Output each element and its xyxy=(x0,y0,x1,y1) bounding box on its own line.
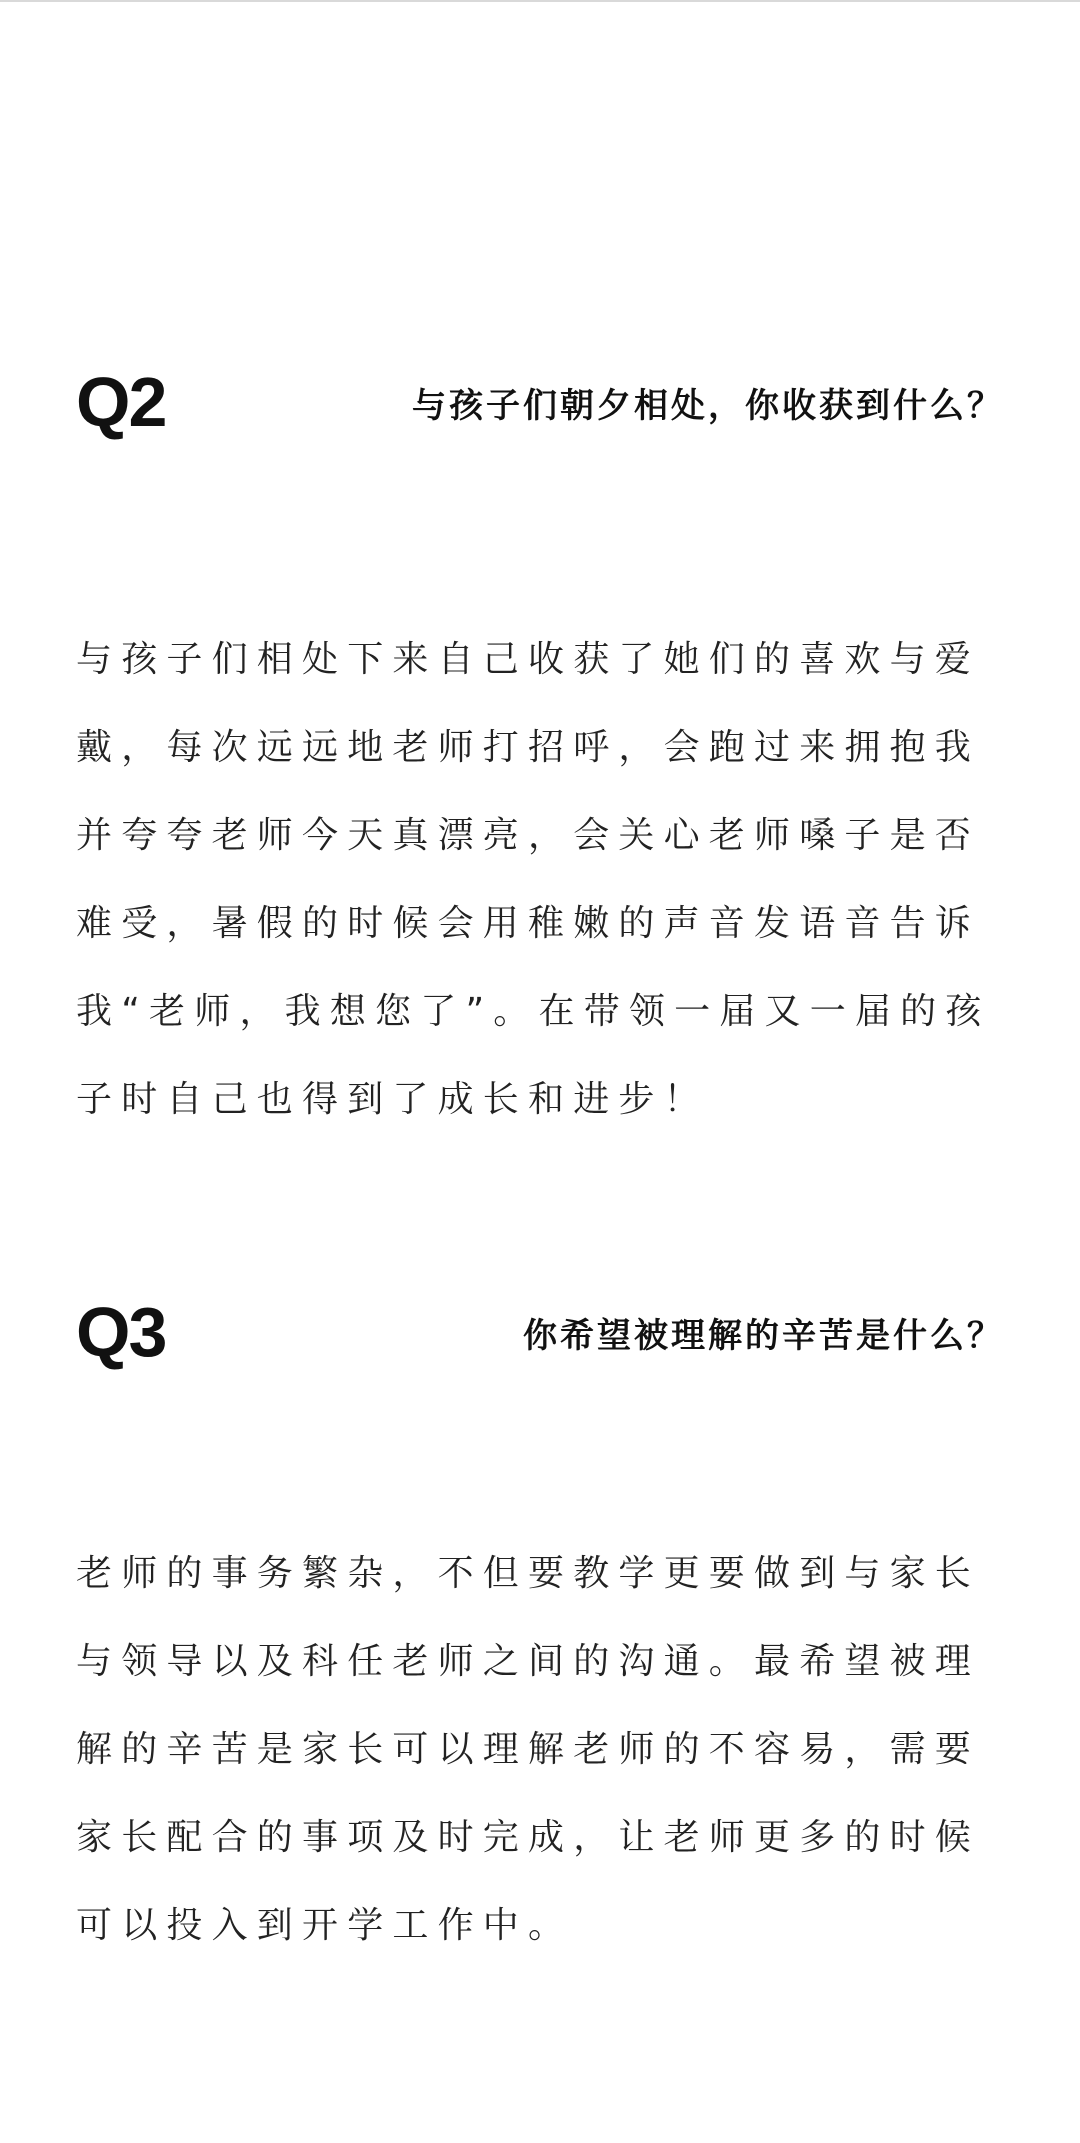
top-divider xyxy=(0,0,1080,2)
q3-question: 你希望被理解的辛苦是什么？ xyxy=(523,1316,1004,1356)
q3-answer: 老师的事务繁杂，不但要教学更要做到与家长与领导以及科任老师之间的沟通。最希望被理解的辛苦是家长可以理解老师的不容易，需要家长配合的事项及时完成，让老师更多的时候可以投入到开学工作中。 xyxy=(76,1553,981,1946)
q2-answer: 与孩子们相处下来自己收获了她们的喜欢与爱戴，每次远远地老师打招呼，会跑过来拥抱我并夸夸老师今天真漂亮，会关心老师嗓子是否难受，暑假的时候会用稚嫩的声音发语音告诉我“老师，我想您了”。在带领一届又一届的孩子时自己也得到了成长和进步！ xyxy=(76,639,991,1120)
q3-label: Q3 xyxy=(76,1293,166,1371)
q2-label: Q2 xyxy=(76,363,166,441)
q2-question: 与孩子们朝夕相处，你收获到什么？ xyxy=(412,386,1004,426)
q3-header xyxy=(76,1292,1004,1372)
q2-header xyxy=(76,362,1004,442)
